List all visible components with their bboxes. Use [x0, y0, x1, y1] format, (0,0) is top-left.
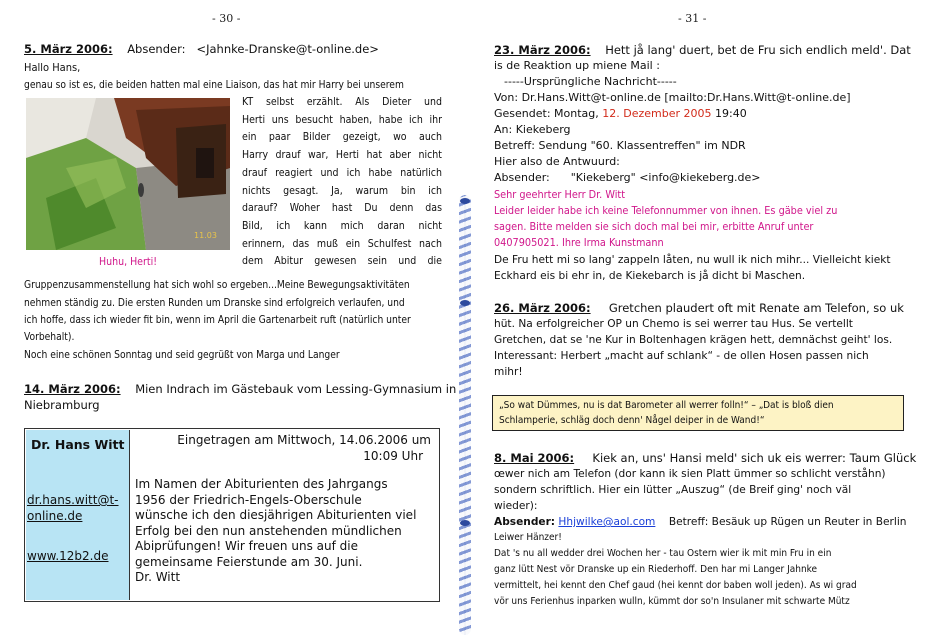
text-line: sondern schriftlich. Hier ein lütter „Auszug“ (de Breif ging' noch väl [494, 484, 852, 496]
text-line: Gretchen plaudert oft mit Renate am Telefon, so uk [608, 301, 904, 315]
sender-email: "Kiekeberg" <info@kiekeberg.de> [570, 171, 761, 184]
text-line: nichts gesagt. Ja, warum bin ich [242, 184, 442, 197]
entry-header [24, 382, 456, 397]
reply-line: Sehr geehrter Herr Dr. Witt [494, 188, 626, 201]
text-line: darauf? Woher hast Du denn das [242, 202, 442, 215]
letter-line: Leiwer Hänzer! [494, 532, 562, 543]
reply-sender [494, 170, 761, 186]
text-line: Harry drauf war, Herti hat aber nicht [242, 149, 442, 162]
svg-text:11.03: 11.03 [194, 231, 217, 240]
guestbook-message-line: Dr. Witt [135, 570, 181, 584]
reply-line: sagen. Bitte melden sie sich doch mal bei mir, erbitte Anruf unter [494, 220, 814, 233]
photo-side-text [242, 94, 442, 271]
entry-date: 14. März 2006: [24, 382, 121, 396]
text-line: genau so ist es, die beiden hatten mal eine Liaison, das hat mir Harry bei unserem [24, 80, 404, 91]
left-page [0, 0, 464, 631]
text-line: wieder): [494, 500, 538, 512]
text-line: œwer nich am Telefon (dor kann ik sien Platt ümmer so schlicht verståhn) [494, 468, 886, 480]
quote-line: Schlamperie, schläg doch denn' Någel deiper in de Wand!“ [499, 415, 765, 426]
sent-time: 19:40 [711, 107, 747, 120]
text-line: Bild, ich kann mich daran nicht [242, 219, 442, 232]
email-to: An: Kiekeberg [494, 123, 571, 136]
text-line: Mien Indrach im Gästebauk vom Lessing-Gymnasium in [135, 382, 457, 396]
text-line: Herti uns besucht haben, habe ich ihr [242, 113, 442, 126]
text-line: Eckhard eis bi ehr in, de Kiekebarch is jå dicht bi Maschen. [494, 270, 806, 282]
guestbook-email-link[interactable]: online.de [27, 509, 83, 523]
letter-subject: Betreff: Besäuk up Rügen un Reuter in Berlin [668, 516, 907, 528]
letter-line: ganz lütt Nest vör Dranske up ein Riederhoff. Den har mi Langer Jahnke [494, 564, 818, 575]
entry-header [494, 300, 904, 316]
text-line: Hett jå lang' duert, bet de Fru sich endlich meld'. Dat [605, 43, 911, 57]
guestbook-entry [24, 428, 440, 602]
text-line: hüt. Na erfolgreicher OP un Chemo is sei werrer tau Hus. Se vertellt [494, 318, 853, 330]
entry-header [494, 450, 916, 466]
email-from: Von: Dr.Hans.Witt@t-online.de [mailto:Dr.Hans.Witt@t-online.de] [494, 91, 851, 104]
guestbook-email-link[interactable]: dr.hans.witt@t- [27, 493, 119, 507]
guestbook-message-line: 1956 der Friedrich-Engels-Oberschule [135, 492, 362, 507]
quote-box [492, 395, 904, 431]
guestbook-message-line: Erfolg bei den nun anstehenden mündlichen [135, 523, 402, 538]
guestbook-author: Dr. Hans Witt [31, 437, 125, 452]
sender-label: Absender: [494, 516, 556, 528]
text-line: erinnern, das muß ein Schulfest nach [242, 237, 442, 250]
text-line: drauf reagiert und ich habe natürlich [242, 166, 442, 179]
text-line: Vorbehalt). [24, 332, 75, 343]
text-line: Niebramburg [24, 398, 100, 412]
entry-date: 8. Mai 2006: [494, 451, 575, 465]
text-line: Noch eine schönen Sonntag und seid gegrüßt von Marga und Langer [24, 350, 340, 361]
guestbook-date: Eingetragen am Mittwoch, 14.06.2006 um [177, 433, 431, 447]
guestbook-website-link[interactable]: www.12b2.de [27, 549, 109, 563]
text-line: Kiek an, uns' Hansi meld' sich uk eis werrer: Taum Glück [592, 451, 917, 465]
guestbook-time: 10:09 Uhr [363, 449, 423, 463]
quote-line: „So wat Dümmes, nu is dat Barometer all werrer folln!“ – „Dat is bloß dien [499, 400, 834, 411]
original-message-divider: -----Ursprüngliche Nachricht----- [504, 75, 677, 88]
entry-header [494, 42, 911, 58]
email-sent [494, 106, 747, 122]
sent-date: 12. Dezember 2005 [602, 107, 712, 120]
letter-line: vermittelt, hei kennt den Chef gaud (hei kennt dor baben woll jeden). As wi grad [494, 580, 857, 591]
guestbook-divider [129, 430, 130, 600]
page-number: - 30 - [212, 12, 241, 25]
sender-label: Absender: [494, 171, 550, 184]
letter-header [494, 514, 907, 530]
guestbook-message-line: Abiprüfungen! Wir freuen uns auf die [135, 539, 358, 553]
reply-line: Leider leider habe ich keine Telefonnummer von ihnen. Es gäbe viel zu [494, 204, 838, 217]
text-line: nehmen ständig zu. Die ersten Runden um Dranske sind erfolgreich verlaufen, und [24, 298, 405, 309]
guestbook-message-line: wünsche ich den diesjährigen Abiturienten viel [135, 508, 417, 522]
entry-date: 5. März 2006: [24, 42, 113, 56]
reply-line: 0407905021. Ihre Irma Kunstmann [494, 236, 664, 249]
letter-line: vör uns Ferienhus inparken wulln, kümmt dor so'n Insulaner mit schwarte Mütz [494, 596, 850, 607]
greeting: Hallo Hans, [24, 61, 81, 74]
entry-date: 23. März 2006: [494, 43, 591, 57]
text-line: Hier also de Antwuurd: [494, 155, 620, 168]
text-line: is de Reaktion up miene Mail : [494, 59, 660, 72]
sender-email: <Jahnke-Dranske@t-online.de> [196, 42, 379, 56]
photo-caption: Huhu, Herti! [99, 256, 157, 268]
text-line: mihr! [494, 366, 523, 378]
text-line: Interessant: Herbert „macht auf schlank“ - de ollen Hosen passen nich [494, 350, 869, 362]
guestbook-message-line: gemeinsame Feierstunde am 30. Juni. [135, 554, 363, 569]
photo [26, 98, 230, 250]
email-subject: Betreff: Sendung "60. Klassentreffen" im NDR [494, 139, 746, 152]
letter-line: Dat 's nu all wedder drei Wochen her - tau Ostern wier ik mit min Fru in ein [494, 548, 832, 559]
entry-date: 26. März 2006: [494, 301, 591, 315]
entry-header [24, 42, 379, 57]
sender-email-link[interactable]: Hhjwilke@aol.com [558, 516, 656, 528]
sent-label: Gesendet: Montag, [494, 107, 603, 120]
text-line: Gretchen, dat se 'ne Kur in Boltenhagen krägen hett, demnächst geiht' los. [494, 334, 893, 346]
sender-label: Absender: [127, 42, 186, 56]
text-line: ein paar Bilder gezeigt, wo auch [242, 131, 442, 144]
text-line: De Fru hett mi so lang' zappeln låten, nu wull ik nich mihr... Vielleicht kiekt [494, 254, 891, 266]
page-number: - 31 - [678, 12, 707, 25]
text-line: KT selbst erzählt. Als Dieter und [242, 96, 442, 108]
right-page [466, 0, 930, 631]
text-line: ich hoffe, dass ich wieder fit bin, wenn im April die Gartenarbeit ruft (natürlich unter [24, 315, 411, 326]
guestbook-message-line: Im Namen der Abiturienten des Jahrgangs [135, 477, 388, 491]
text-line: Gruppenzusammenstellung hat sich wohl so ergeben...Meine Bewegungsaktivitäten [24, 280, 410, 291]
text-line: dem Abitur gewesen sein und die [242, 255, 442, 268]
